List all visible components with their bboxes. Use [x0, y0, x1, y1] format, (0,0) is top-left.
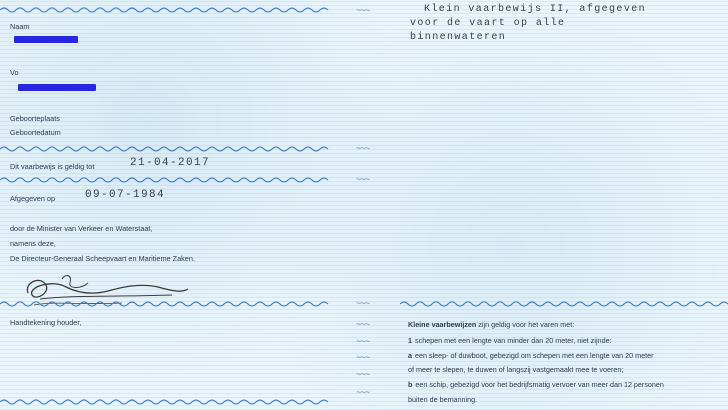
geboortedatum-label: Geboortedatum [10, 128, 61, 137]
wave-divider [0, 176, 330, 184]
handtekening-houder-label: Handtekening houder, [10, 318, 82, 327]
condition-item [408, 365, 623, 374]
spine-wave-mark: ~~~ [356, 175, 370, 185]
spine-wave-mark: ~~~ [356, 6, 370, 16]
condition-item [408, 395, 477, 404]
condition-item [408, 336, 612, 345]
condition-text: schepen met een lengte van minder dan 20 meter, niet zijnde: [415, 336, 612, 345]
afgegeven-op-value: 09-07-1984 [85, 189, 166, 201]
condition-text: een sleep- of duwboot, gebezigd om schepen met een lengte van 20 meter [415, 351, 654, 360]
wave-divider [0, 300, 330, 308]
document-right-page [400, 0, 728, 410]
page-spine [356, 0, 374, 410]
spine-wave-mark: ~~~ [356, 320, 370, 330]
license-title-line-2: voor de vaart op alle [410, 18, 566, 29]
condition-number: a [408, 351, 412, 360]
spine-wave-mark: ~~~ [356, 337, 370, 347]
wave-divider [400, 300, 728, 308]
issuer-line-1: door de Minister van Verkeer en Waterstaat, [10, 224, 153, 233]
geldig-tot-value: 21-04-2017 [130, 157, 211, 169]
vo-label: Vo [10, 68, 19, 77]
conditions-heading [408, 320, 574, 329]
condition-text: een schip, gebezigd voor het bedrijfsmatig vervoer van meer dan 12 personen [415, 380, 664, 389]
redacted-initials [18, 84, 96, 91]
wave-divider [0, 398, 330, 406]
document-left-page [0, 0, 330, 410]
conditions-heading-bold: Kleine vaarbewijzen [408, 320, 477, 329]
condition-item [408, 380, 664, 389]
condition-text: buiten de bemanning. [408, 395, 478, 404]
spine-wave-mark: ~~~ [356, 353, 370, 363]
afgegeven-op-label: Afgegeven op [10, 194, 56, 203]
conditions-heading-rest: zijn geldig voor het varen met: [476, 320, 575, 329]
spine-wave-mark: ~~~ [356, 144, 370, 154]
spine-wave-mark: ~~~ [356, 388, 370, 398]
geboorteplaats-label: Geboorteplaats [10, 114, 60, 123]
spine-wave-mark: ~~~ [356, 370, 370, 380]
condition-number: 1 [408, 336, 412, 345]
issuer-line-3: De Directeur-Generaal Scheepvaart en Maritieme Zaken. [10, 254, 195, 263]
license-title-line-3: binnenwateren [410, 32, 507, 43]
redacted-name [14, 36, 78, 43]
condition-text: of meer te slepen, te duwen of langszij vastgemaakt mee te voeren; [408, 365, 624, 374]
condition-number: b [408, 380, 413, 389]
issuer-line-2: namens deze, [10, 239, 56, 248]
condition-item [408, 351, 654, 360]
wave-divider [0, 145, 330, 153]
naam-label: Naam [10, 22, 30, 31]
license-title-line-1: Klein vaarbewijs II, afgegeven [424, 4, 647, 15]
geldig-tot-label: Dit vaarbewijs is geldig tot [10, 162, 95, 171]
spine-wave-mark: ~~~ [356, 299, 370, 309]
wave-divider [0, 6, 330, 14]
